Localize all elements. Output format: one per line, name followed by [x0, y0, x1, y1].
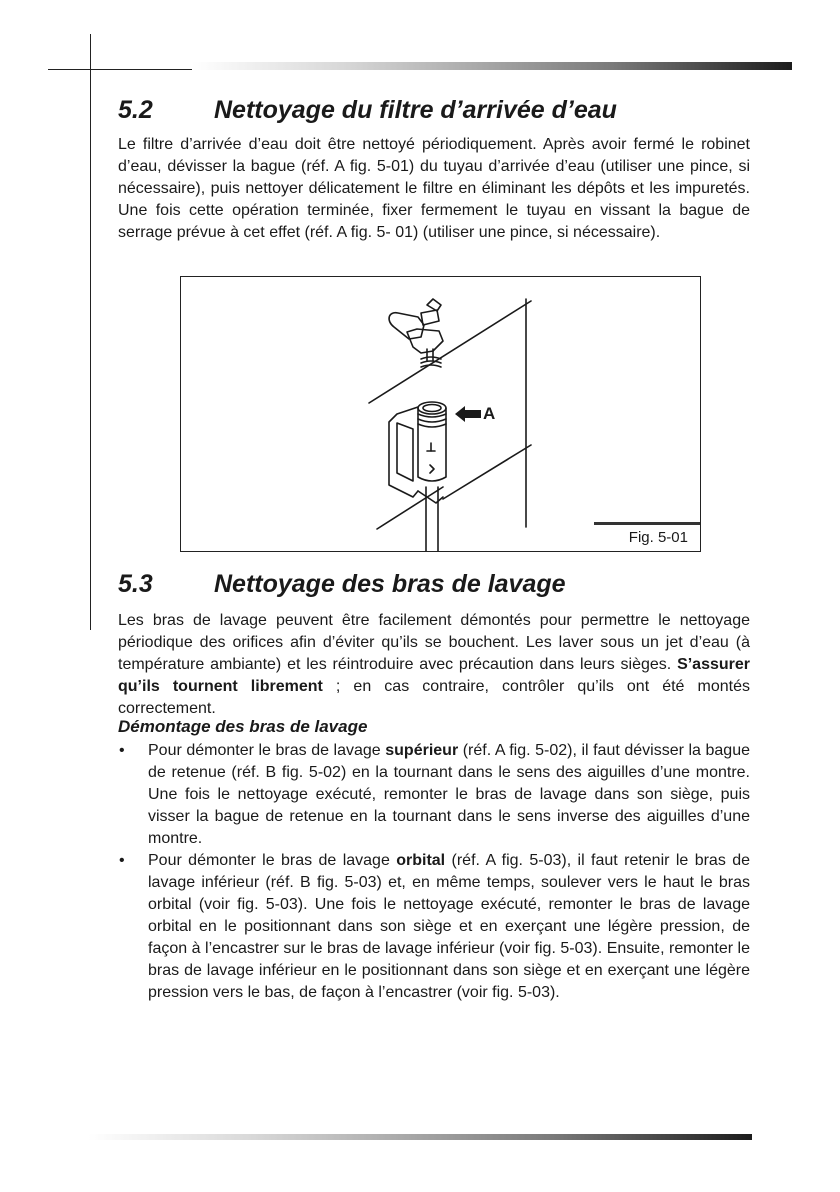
header-rule [192, 62, 792, 70]
crop-mark-vertical [90, 34, 91, 630]
arrow-icon [455, 406, 481, 422]
section-5-2-heading [118, 96, 617, 125]
list-item [118, 740, 750, 850]
paragraph-text: ; en cas contraire, contrôler qu’ils ont été montés correctement. [118, 678, 750, 717]
bullet-icon: • [119, 852, 125, 869]
figure-inlet-filter [180, 276, 701, 552]
bullet-bold-text: supérieur [385, 742, 459, 759]
paragraph-text: Les bras de lavage peuvent être facilement démontés pour permettre le nettoyage périodique des orifices afin d’éviter qu’ils se bouchent. Les laver sous un jet d’eau (à température ambiante) et les réintroduire avec précaution dans leurs sièges. [118, 612, 750, 673]
bullet-text: (réf. A fig. 5-02), il faut dévisser la bague de retenue (réf. B fig. 5-02) en la tournant dans le sens des aiguilles d’une montre. Une fois le nettoyage exécuté, remonter le bras de lavage dans son siège, puis visser la bague de retenue en la tournant dans le sens inverse des aiguilles d’une montre. [148, 742, 750, 847]
crop-mark-horizontal [48, 69, 193, 70]
subheading-demontage: Démontage des bras de lavage [118, 717, 368, 736]
figure-caption: Fig. 5-01 [628, 529, 688, 546]
section-title: Nettoyage du filtre d’arrivée d’eau [214, 96, 617, 124]
bullet-bold-text: orbital [396, 852, 446, 869]
paragraph-bold-text: S’assurer qu’ils tournent librement [118, 656, 750, 695]
caption-rule [594, 522, 700, 525]
section-number: 5.2 [118, 96, 153, 124]
bullet-text: (réf. A fig. 5-03), il faut retenir le bras de lavage inférieur (réf. B fig. 5-03) et, en même temps, soulever vers le haut le bras orbital (voir fig. 5-03). Une fois le nettoyage exécuté, remonter le bras de lavage orbital en le positionnant dans son siège et en exerçant une légère pression, de façon à l’encastrer sur le bras de lavage inférieur (voir fig. 5-03). Ensuite, remonter le bras de lavage inférieur en le positionnant dans son siège et en exerçant une légère pression vers le bas, de façon à l’encastrer (voir fig. 5-03). [148, 852, 750, 1001]
section-5-3-paragraph [118, 610, 750, 720]
list-item [118, 850, 750, 1004]
section-5-2-paragraph: Le filtre d’arrivée d’eau doit être nettoyé périodiquement. Après avoir fermé le robinet d’eau, dévisser la bague (réf. A fig. 5-01) du tuyau d’arrivée d’eau (utiliser une pince, si nécessaire), puis nettoyer délicatement le filtre en éliminant les dépôts et les impuretés. Une fois cette opération terminée, fixer fermement le tuyau en vissant la bague de serrage prévue à cet effet (réf. A fig. 5- 01) (utiliser une pince, si nécessaire). [118, 136, 750, 241]
bullet-icon: • [119, 742, 125, 759]
footer-rule [88, 1134, 752, 1140]
section-5-3-heading [118, 570, 566, 599]
section-title: Nettoyage des bras de lavage [214, 570, 566, 598]
bullet-list [118, 740, 750, 1004]
section-number: 5.3 [118, 570, 153, 598]
bullet-text: Pour démonter le bras de lavage [148, 742, 386, 759]
figure-label-a: A [483, 404, 496, 423]
bullet-text: Pour démonter le bras de lavage [148, 852, 397, 869]
inlet-filter-illustration [181, 277, 700, 551]
